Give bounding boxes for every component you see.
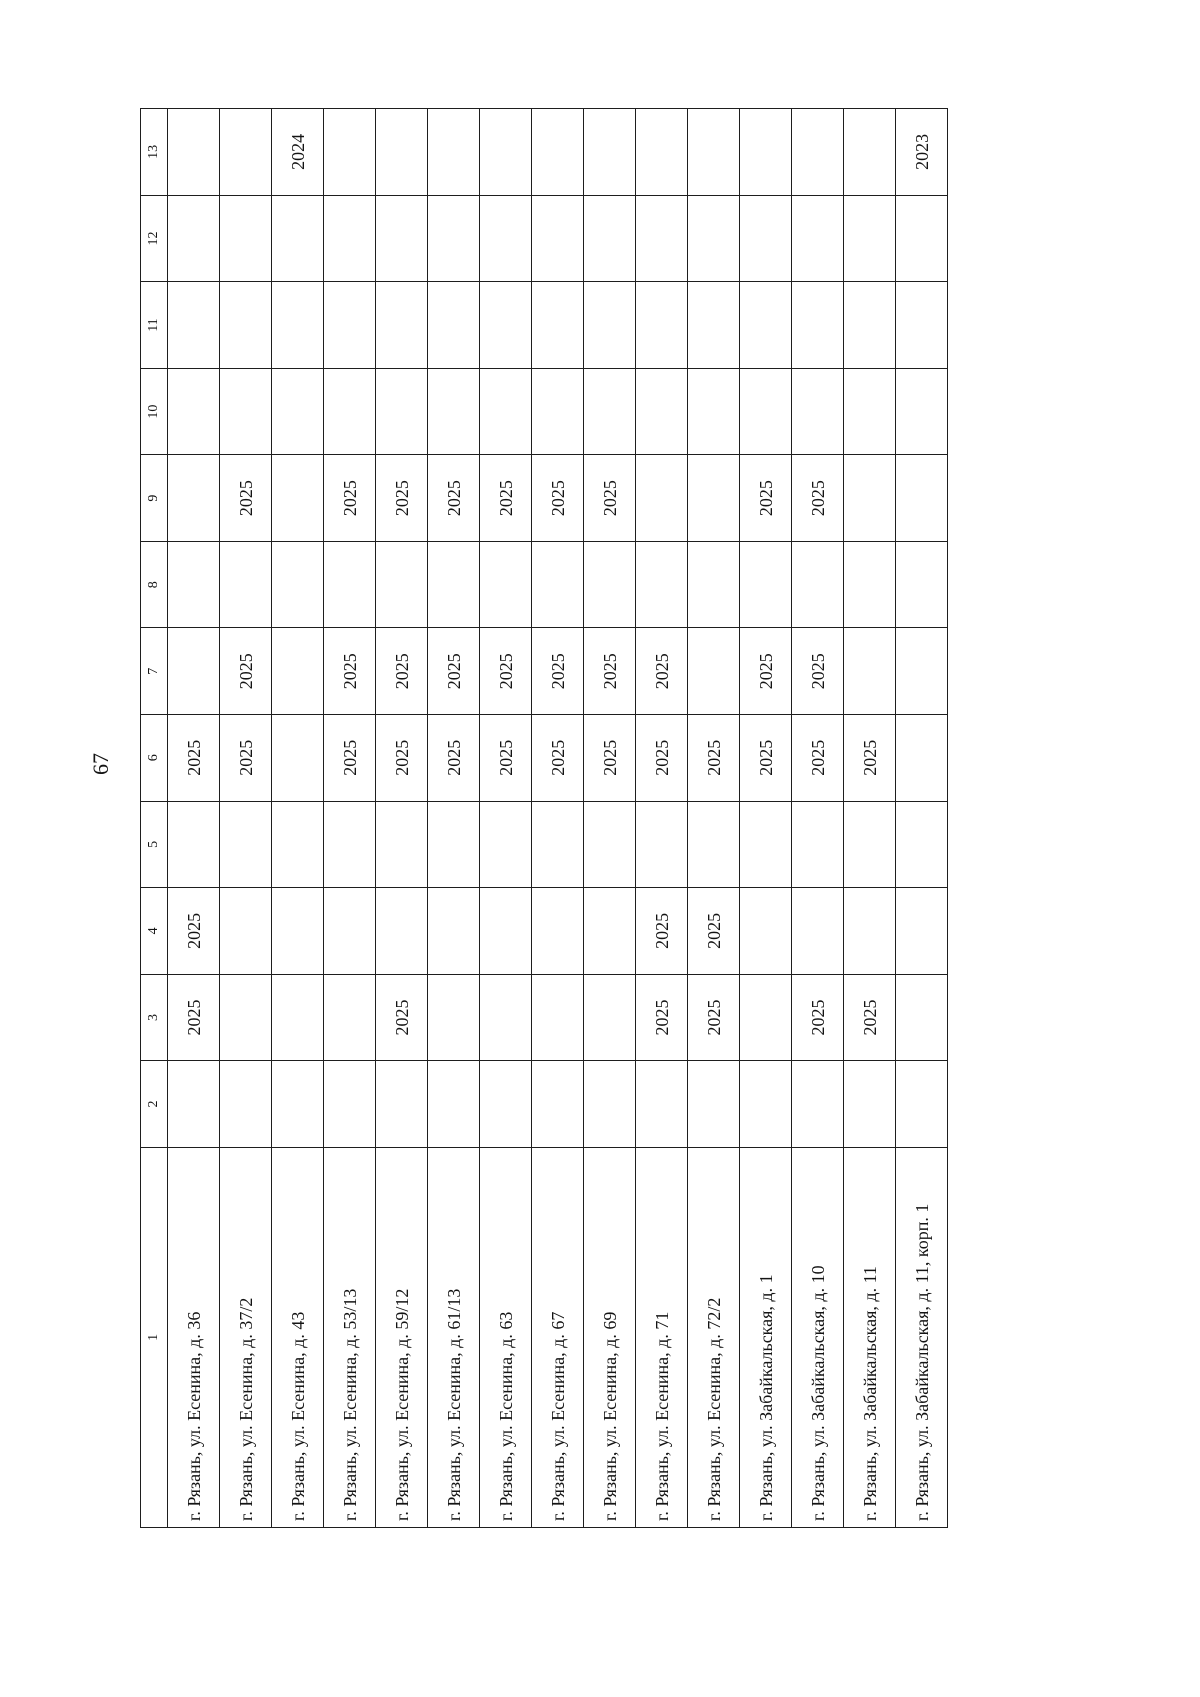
year-cell	[272, 801, 324, 888]
year-cell	[324, 888, 376, 975]
year-cell: 2025	[688, 715, 740, 802]
year-cell: 2025	[428, 628, 480, 715]
year-cell	[792, 801, 844, 888]
year-cell	[376, 109, 428, 196]
column-header-6: 6	[141, 715, 168, 802]
year-cell	[844, 368, 896, 455]
year-cell	[376, 195, 428, 282]
year-cell	[844, 801, 896, 888]
year-cell	[896, 628, 948, 715]
year-cell: 2025	[688, 888, 740, 975]
address-cell: г. Рязань, ул. Есенина, д. 53/13	[324, 1147, 376, 1527]
year-cell	[584, 541, 636, 628]
year-cell: 2025	[740, 715, 792, 802]
table-row	[636, 109, 688, 1528]
column-header-3: 3	[141, 974, 168, 1061]
year-cell: 2025	[792, 628, 844, 715]
year-cell	[376, 541, 428, 628]
year-cell	[220, 974, 272, 1061]
year-cell: 2025	[792, 974, 844, 1061]
year-cell: 2025	[168, 974, 220, 1061]
year-cell	[324, 1061, 376, 1148]
year-cell	[428, 541, 480, 628]
column-header-1: 1	[141, 1147, 168, 1527]
table-row	[324, 109, 376, 1528]
year-cell	[844, 1061, 896, 1148]
column-header-8: 8	[141, 541, 168, 628]
schedule-table	[140, 108, 948, 1528]
year-cell	[220, 282, 272, 369]
page-number: 67	[88, 753, 113, 775]
year-cell	[688, 801, 740, 888]
year-cell	[584, 801, 636, 888]
year-cell	[584, 1061, 636, 1148]
year-cell	[376, 368, 428, 455]
year-cell	[532, 974, 584, 1061]
year-cell: 2025	[480, 455, 532, 542]
year-cell	[636, 282, 688, 369]
year-cell	[688, 109, 740, 196]
year-cell	[168, 282, 220, 369]
year-cell	[896, 888, 948, 975]
year-cell	[220, 888, 272, 975]
year-cell	[896, 282, 948, 369]
year-cell: 2025	[532, 628, 584, 715]
table-body	[168, 109, 948, 1528]
rotated-table-wrapper	[140, 108, 948, 1528]
year-cell	[532, 888, 584, 975]
year-cell	[896, 715, 948, 802]
year-cell	[532, 801, 584, 888]
address-cell: г. Рязань, ул. Есенина, д. 36	[168, 1147, 220, 1527]
address-cell: г. Рязань, ул. Есенина, д. 37/2	[220, 1147, 272, 1527]
year-cell	[376, 282, 428, 369]
year-cell: 2025	[376, 974, 428, 1061]
year-cell	[168, 195, 220, 282]
year-cell	[896, 455, 948, 542]
year-cell	[740, 974, 792, 1061]
address-cell: г. Рязань, ул. Забайкальская, д. 1	[740, 1147, 792, 1527]
table-row	[896, 109, 948, 1528]
year-cell	[792, 368, 844, 455]
year-cell	[532, 1061, 584, 1148]
year-cell: 2025	[220, 628, 272, 715]
year-cell: 2025	[844, 715, 896, 802]
column-header-13: 13	[141, 109, 168, 196]
year-cell	[688, 541, 740, 628]
year-cell	[532, 282, 584, 369]
year-cell	[272, 628, 324, 715]
year-cell	[324, 282, 376, 369]
table-row	[688, 109, 740, 1528]
address-cell: г. Рязань, ул. Есенина, д. 67	[532, 1147, 584, 1527]
column-header-11: 11	[141, 282, 168, 369]
year-cell	[480, 974, 532, 1061]
year-cell	[584, 368, 636, 455]
year-cell	[272, 1061, 324, 1148]
address-cell: г. Рязань, ул. Забайкальская, д. 10	[792, 1147, 844, 1527]
header-row	[141, 109, 168, 1528]
table-row	[740, 109, 792, 1528]
year-cell	[428, 109, 480, 196]
year-cell: 2025	[376, 715, 428, 802]
year-cell	[896, 801, 948, 888]
year-cell	[272, 541, 324, 628]
table-row	[376, 109, 428, 1528]
year-cell	[480, 1061, 532, 1148]
table-row	[480, 109, 532, 1528]
year-cell: 2025	[428, 455, 480, 542]
year-cell	[584, 888, 636, 975]
year-cell	[740, 195, 792, 282]
year-cell	[428, 888, 480, 975]
year-cell	[792, 195, 844, 282]
year-cell: 2025	[792, 715, 844, 802]
table-row	[792, 109, 844, 1528]
year-cell	[428, 195, 480, 282]
table-row	[844, 109, 896, 1528]
year-cell: 2025	[740, 628, 792, 715]
year-cell	[896, 368, 948, 455]
year-cell	[324, 974, 376, 1061]
year-cell	[740, 368, 792, 455]
year-cell	[220, 1061, 272, 1148]
year-cell	[168, 455, 220, 542]
column-header-9: 9	[141, 455, 168, 542]
year-cell	[324, 195, 376, 282]
address-cell: г. Рязань, ул. Забайкальская, д. 11	[844, 1147, 896, 1527]
year-cell	[896, 541, 948, 628]
year-cell: 2025	[688, 974, 740, 1061]
year-cell	[168, 109, 220, 196]
year-cell	[532, 541, 584, 628]
year-cell	[168, 1061, 220, 1148]
column-header-2: 2	[141, 1061, 168, 1148]
year-cell	[740, 282, 792, 369]
column-header-7: 7	[141, 628, 168, 715]
year-cell	[844, 109, 896, 196]
year-cell	[168, 628, 220, 715]
year-cell	[844, 195, 896, 282]
year-cell: 2025	[636, 628, 688, 715]
year-cell: 2025	[480, 715, 532, 802]
year-cell	[220, 801, 272, 888]
address-cell: г. Рязань, ул. Есенина, д. 61/13	[428, 1147, 480, 1527]
address-cell: г. Рязань, ул. Есенина, д. 71	[636, 1147, 688, 1527]
year-cell	[220, 195, 272, 282]
year-cell	[324, 109, 376, 196]
year-cell	[168, 801, 220, 888]
year-cell	[480, 368, 532, 455]
year-cell	[532, 195, 584, 282]
year-cell	[428, 1061, 480, 1148]
year-cell	[324, 541, 376, 628]
year-cell: 2025	[584, 628, 636, 715]
year-cell	[272, 974, 324, 1061]
year-cell	[272, 888, 324, 975]
year-cell	[480, 541, 532, 628]
year-cell	[844, 282, 896, 369]
year-cell: 2025	[636, 974, 688, 1061]
year-cell	[688, 368, 740, 455]
year-cell: 2025	[376, 455, 428, 542]
year-cell	[584, 282, 636, 369]
table-row	[220, 109, 272, 1528]
address-cell: г. Рязань, ул. Есенина, д. 72/2	[688, 1147, 740, 1527]
year-cell	[688, 628, 740, 715]
year-cell	[844, 888, 896, 975]
year-cell: 2025	[324, 455, 376, 542]
year-cell: 2025	[220, 715, 272, 802]
year-cell	[272, 368, 324, 455]
table-row	[584, 109, 636, 1528]
table-row	[428, 109, 480, 1528]
year-cell	[480, 888, 532, 975]
year-cell: 2025	[324, 715, 376, 802]
year-cell	[636, 109, 688, 196]
year-cell	[428, 974, 480, 1061]
year-cell: 2024	[272, 109, 324, 196]
table-row	[532, 109, 584, 1528]
address-cell: г. Рязань, ул. Есенина, д. 43	[272, 1147, 324, 1527]
year-cell: 2025	[636, 888, 688, 975]
year-cell	[844, 455, 896, 542]
table-row	[168, 109, 220, 1528]
year-cell: 2025	[532, 455, 584, 542]
year-cell: 2025	[220, 455, 272, 542]
year-cell	[168, 541, 220, 628]
year-cell	[740, 888, 792, 975]
year-cell: 2025	[324, 628, 376, 715]
column-header-4: 4	[141, 888, 168, 975]
year-cell: 2025	[792, 455, 844, 542]
year-cell	[272, 455, 324, 542]
year-cell	[636, 455, 688, 542]
year-cell	[792, 1061, 844, 1148]
year-cell	[480, 801, 532, 888]
year-cell	[896, 1061, 948, 1148]
year-cell	[896, 974, 948, 1061]
year-cell	[220, 541, 272, 628]
year-cell	[740, 1061, 792, 1148]
year-cell	[896, 195, 948, 282]
address-cell: г. Рязань, ул. Есенина, д. 63	[480, 1147, 532, 1527]
year-cell	[844, 541, 896, 628]
year-cell	[636, 195, 688, 282]
year-cell	[220, 109, 272, 196]
year-cell: 2025	[584, 455, 636, 542]
year-cell: 2025	[740, 455, 792, 542]
year-cell	[740, 109, 792, 196]
year-cell	[584, 974, 636, 1061]
year-cell	[688, 195, 740, 282]
year-cell	[792, 541, 844, 628]
year-cell: 2025	[636, 715, 688, 802]
year-cell	[740, 541, 792, 628]
year-cell	[376, 888, 428, 975]
table-row	[272, 109, 324, 1528]
year-cell	[480, 195, 532, 282]
year-cell	[168, 368, 220, 455]
year-cell	[324, 368, 376, 455]
year-cell: 2025	[480, 628, 532, 715]
year-cell	[272, 282, 324, 369]
address-cell: г. Рязань, ул. Есенина, д. 59/12	[376, 1147, 428, 1527]
year-cell	[792, 282, 844, 369]
year-cell	[324, 801, 376, 888]
year-cell	[428, 282, 480, 369]
year-cell: 2025	[168, 888, 220, 975]
year-cell	[740, 801, 792, 888]
year-cell	[428, 801, 480, 888]
year-cell	[480, 282, 532, 369]
year-cell	[532, 368, 584, 455]
column-header-12: 12	[141, 195, 168, 282]
year-cell	[376, 801, 428, 888]
year-cell: 2023	[896, 109, 948, 196]
year-cell	[688, 282, 740, 369]
column-header-10: 10	[141, 368, 168, 455]
address-cell: г. Рязань, ул. Есенина, д. 69	[584, 1147, 636, 1527]
year-cell: 2025	[844, 974, 896, 1061]
year-cell: 2025	[532, 715, 584, 802]
year-cell	[636, 801, 688, 888]
year-cell: 2025	[584, 715, 636, 802]
column-header-5: 5	[141, 801, 168, 888]
year-cell	[584, 109, 636, 196]
year-cell	[376, 1061, 428, 1148]
year-cell	[844, 628, 896, 715]
year-cell	[688, 1061, 740, 1148]
year-cell: 2025	[376, 628, 428, 715]
year-cell	[688, 455, 740, 542]
year-cell	[220, 368, 272, 455]
year-cell	[480, 109, 532, 196]
year-cell	[792, 109, 844, 196]
year-cell	[792, 888, 844, 975]
year-cell	[636, 541, 688, 628]
year-cell	[584, 195, 636, 282]
year-cell	[272, 195, 324, 282]
year-cell	[532, 109, 584, 196]
year-cell: 2025	[428, 715, 480, 802]
year-cell	[428, 368, 480, 455]
year-cell	[272, 715, 324, 802]
year-cell	[636, 368, 688, 455]
year-cell	[636, 1061, 688, 1148]
year-cell: 2025	[168, 715, 220, 802]
address-cell: г. Рязань, ул. Забайкальская, д. 11, корп. 1	[896, 1147, 948, 1527]
